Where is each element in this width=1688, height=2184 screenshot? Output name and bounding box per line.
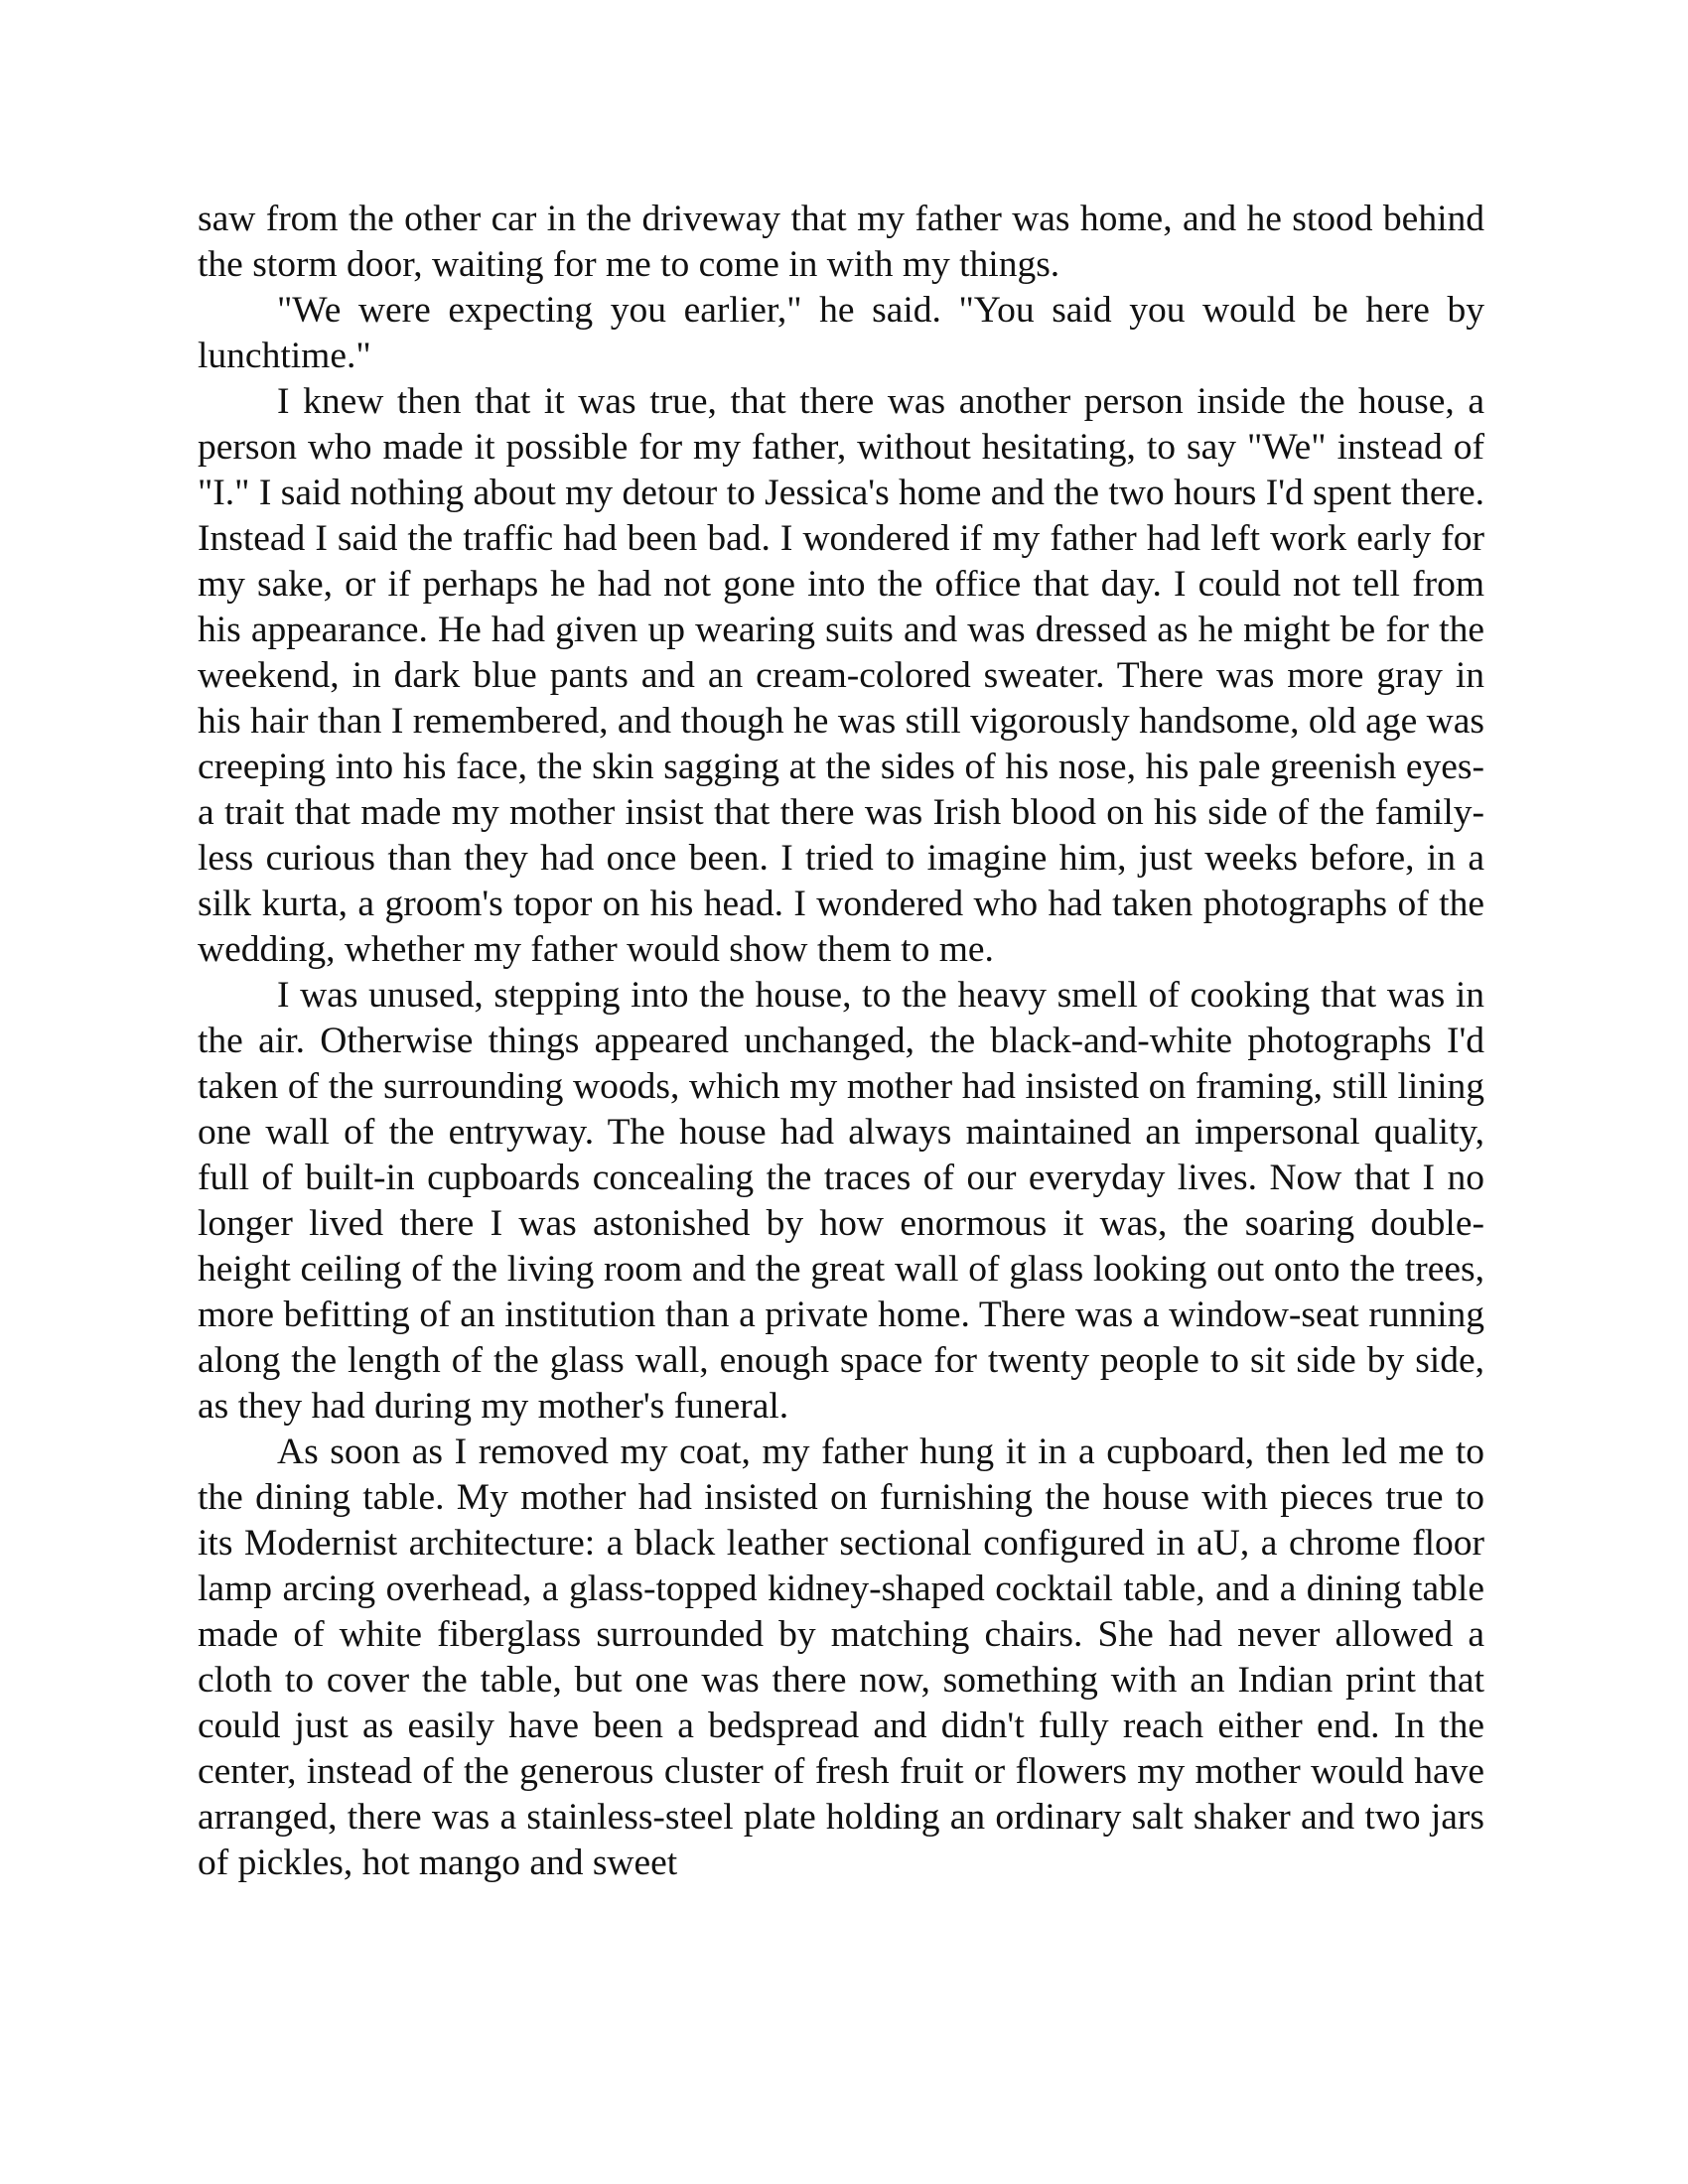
paragraph-5: As soon as I removed my coat, my father hung it in a cupboard, then led me to the dining table. My mother had insisted on furnishing the house with pieces true to its Modernist architecture: a black leather sectional configured in aU, a chrome floor lamp arcing overhead, a glass-topped kidney-shaped cocktail table, and a dining table made of white fiberglass surrounded by matching chairs. She had never allowed a cloth to cover the table, but one was there now, something with an Indian print that could just as easily have been a bedspread and didn't fully reach either end. In the center, instead of the generous cluster of fresh fruit or flowers my mother would have arranged, there was a stainless-steel plate holding an ordinary salt shaker and two jars of pickles, hot mango and sweet: [198, 1432, 1484, 1883]
paragraph-1: saw from the other car in the driveway that my father was home, and he stood behind the storm door, waiting for me to come in with my things.: [198, 199, 1484, 285]
paragraph-2: "We were expecting you earlier," he said. "You said you would be here by lunchtime.": [198, 290, 1484, 376]
document-page: [198, 197, 1484, 1886]
paragraph-4: I was unused, stepping into the house, to the heavy smell of cooking that was in the air. Otherwise things appeared unchanged, the black-and-white photographs I'd taken of the surrounding woods, which my mother had insisted on framing, still lining one wall of the entryway. The house had always maintained an impersonal quality, full of built-in cupboards concealing the traces of our everyday lives. Now that I no longer lived there I was astonished by how enormous it was, the soaring double-height ceiling of the living room and the great wall of glass looking out onto the trees, more befitting of an institution than a private home. There was a window-seat running along the length of the glass wall, enough space for twenty people to sit side by side, as they had during my mother's funeral.: [198, 975, 1484, 1427]
paragraph-3: I knew then that it was true, that there was another person inside the house, a person who made it possible for my father, without hesitating, to say "We" instead of "I." I said nothing about my detour to Jessica's home and the two hours I'd spent there. Instead I said the traffic had been bad. I wondered if my father had left work early for my sake, or if perhaps he had not gone into the office that day. I could not tell from his appearance. He had given up wearing suits and was dressed as he might be for the weekend, in dark blue pants and an cream-colored sweater. There was more gray in his hair than I remembered, and though he was still vigorously handsome, old age was creeping into his face, the skin sagging at the sides of his nose, his pale greenish eyes-a trait that made my mother insist that there was Irish blood on his side of the family-less curious than they had once been. I tried to imagine him, just weeks before, in a silk kurta, a groom's topor on his head. I wondered who had taken photographs of the wedding, whether my father would show them to me.: [198, 381, 1484, 970]
